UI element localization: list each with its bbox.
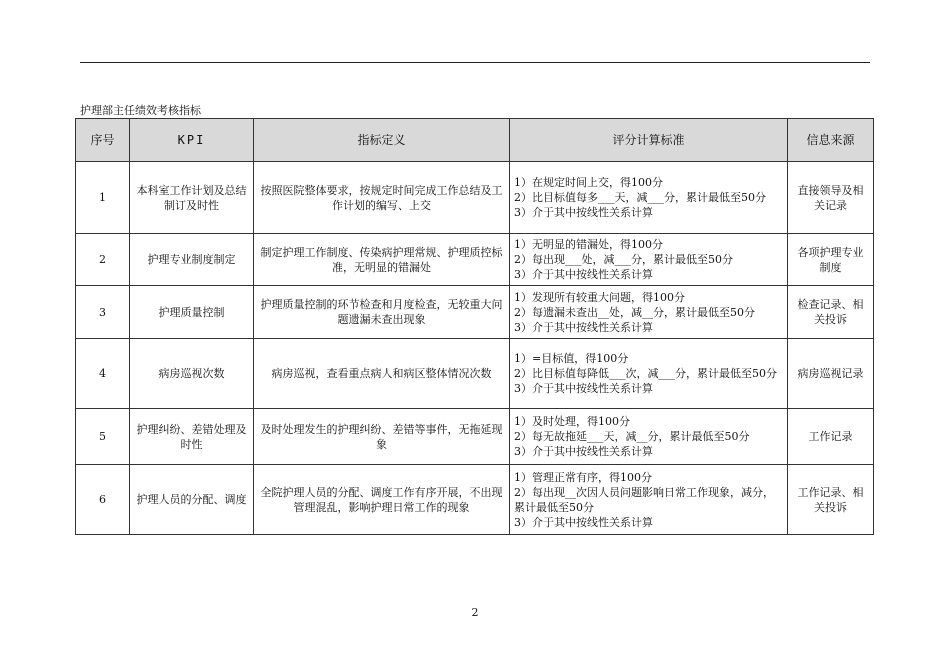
cell-score [510,162,788,234]
score-line: 2）每出现___处，减___分，累计最低至50分 [514,253,733,266]
header-score: 评分计算标准 [510,119,788,162]
cell-source: 直接领导及相关记录 [788,162,874,234]
score-line: 2）每无故拖延___天，减__分，累计最低至50分 [514,430,750,443]
cell-kpi: 本科室工作计划及总结制订及时性 [130,162,254,234]
header-definition: 指标定义 [254,119,510,162]
score-line: 1）=目标值，得100分 [514,352,629,365]
table-row [76,162,874,234]
cell-source: 病房巡视记录 [788,339,874,409]
cell-score [510,339,788,409]
score-line: 2）每出现__次因人员问题影响日常工作现象，减分，累计最低至50分 [514,485,774,514]
cell-score [510,286,788,339]
cell-definition: 制定护理工作制度、传染病护理常规、护理质控标准，无明显的错漏处 [254,234,510,286]
score-line: 1）管理正常有序，得100分 [514,470,652,484]
table-row [76,339,874,409]
cell-score [510,234,788,286]
score-line: 3）介于其中按线性关系计算 [514,268,653,281]
cell-kpi: 护理人员的分配、调度 [130,465,254,535]
score-line: 2）每遗漏未查出__处，减__分，累计最低至50分 [514,305,755,319]
cell-num: 2 [76,234,130,286]
table-row [76,234,874,286]
score-line: 3）介于其中按线性关系计算 [514,320,653,334]
page-number: 2 [471,606,479,619]
table-row [76,286,874,339]
table-header-row [76,119,874,162]
cell-kpi: 病房巡视次数 [130,339,254,409]
score-line: 3）介于其中按线性关系计算 [514,445,653,458]
score-line: 3）介于其中按线性关系计算 [514,206,653,219]
score-line: 1）发现所有较重大问题，得100分 [514,290,685,304]
cell-num: 3 [76,286,130,339]
score-line: 1）在规定时间上交，得100分 [514,176,663,189]
cell-definition: 按照医院整体要求，按规定时间完成工作总结及工作计划的编写、上交 [254,162,510,234]
cell-source: 检查记录、相关投诉 [788,286,874,339]
header-source: 信息来源 [788,119,874,162]
cell-score [510,465,788,535]
cell-kpi: 护理纠纷、差错处理及时性 [130,409,254,465]
cell-source: 工作记录、相关投诉 [788,465,874,535]
score-line: 3）介于其中按线性关系计算 [514,515,653,529]
cell-num: 6 [76,465,130,535]
cell-definition: 全院护理人员的分配、调度工作有序开展，不出现管理混乱，影响护理日常工作的现象 [254,465,510,535]
score-line: 1）及时处理，得100分 [514,415,630,428]
table-row [76,409,874,465]
score-line: 3）介于其中按线性关系计算 [514,382,653,395]
cell-num: 1 [76,162,130,234]
cell-source: 工作记录 [788,409,874,465]
score-line: 2）比目标值每降低___次，减___分，累计最低至50分 [514,367,777,380]
kpi-table [75,118,874,535]
cell-score [510,409,788,465]
cell-source: 各项护理专业制度 [788,234,874,286]
cell-definition: 病房巡视，查看重点病人和病区整体情况次数 [254,339,510,409]
cell-definition: 护理质量控制的环节检查和月度检查，无较重大问题遗漏未查出现象 [254,286,510,339]
cell-kpi: 护理专业制度制定 [130,234,254,286]
header-num: 序号 [76,119,130,162]
header-rule [80,62,870,63]
cell-num: 4 [76,339,130,409]
table-row [76,465,874,535]
cell-definition: 及时处理发生的护理纠纷、差错等事件，无拖延现象 [254,409,510,465]
score-line: 1）无明显的错漏处，得100分 [514,238,663,251]
table-caption: 护理部主任绩效考核指标 [80,104,201,117]
header-kpi: KPI [130,119,254,162]
cell-num: 5 [76,409,130,465]
cell-kpi: 护理质量控制 [130,286,254,339]
score-line: 2）比目标值每多___天，减___分，累计最低至50分 [514,191,766,204]
